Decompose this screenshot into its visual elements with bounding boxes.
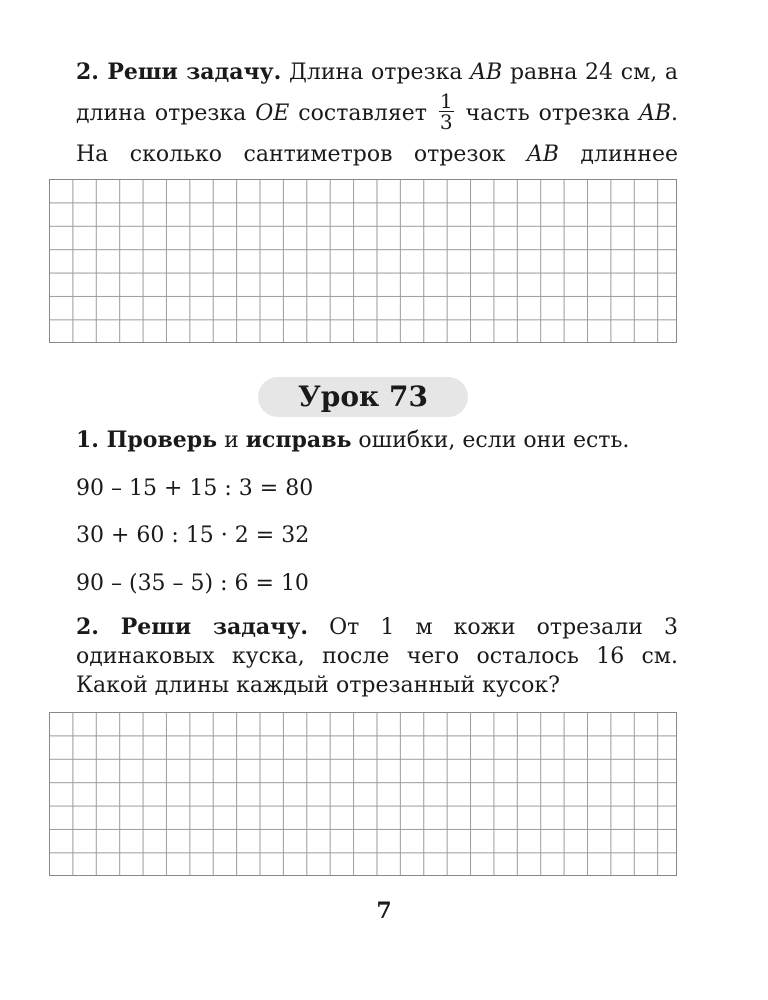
- task-text: длиннее: [580, 142, 678, 167]
- equation: 30 + 60 : 15 · 2 = 32: [76, 523, 310, 548]
- fraction-numerator: 1: [439, 88, 453, 113]
- task-text: . На сколько сантиметров отрезок: [76, 101, 679, 167]
- task-label: 2. Реши задачу.: [76, 614, 309, 640]
- task-text: Длина отрезка: [281, 60, 471, 85]
- task-text: ошибки, если они есть.: [351, 428, 630, 453]
- task-leather-problem: [76, 613, 678, 700]
- task-label: 2. Реши задачу.: [76, 59, 282, 85]
- task-number: 1.: [76, 427, 107, 453]
- task-text: От 1 м кожи отрезали 3 одинаковых куска, после чего осталось 16 см. Какой длины каждый отрезанный кусок?: [76, 615, 678, 698]
- task-text: и: [217, 428, 246, 453]
- task-text: часть отрезка: [456, 101, 639, 126]
- fraction: [439, 88, 454, 134]
- segment-name: AB: [470, 60, 503, 85]
- task-check-errors: [76, 420, 678, 461]
- answer-grid-1[interactable]: [49, 179, 677, 343]
- segment-name: AB: [526, 142, 559, 167]
- segment-name: AB: [638, 101, 672, 126]
- lesson-title: Урок 73: [258, 377, 468, 417]
- segment-name: OE: [255, 101, 290, 126]
- task-verb: Проверь: [106, 427, 218, 453]
- task-verb: исправь: [245, 427, 352, 453]
- task-text: составляет: [289, 101, 436, 126]
- page-number: 7: [376, 898, 392, 924]
- equation: 90 – 15 + 15 : 3 = 80: [76, 476, 314, 501]
- task-text: равна 24 см, а длина отрезка: [76, 60, 679, 126]
- equation: 90 – (35 – 5) : 6 = 10: [76, 571, 309, 596]
- fraction-denominator: 3: [439, 109, 453, 134]
- answer-grid-2[interactable]: [49, 712, 677, 876]
